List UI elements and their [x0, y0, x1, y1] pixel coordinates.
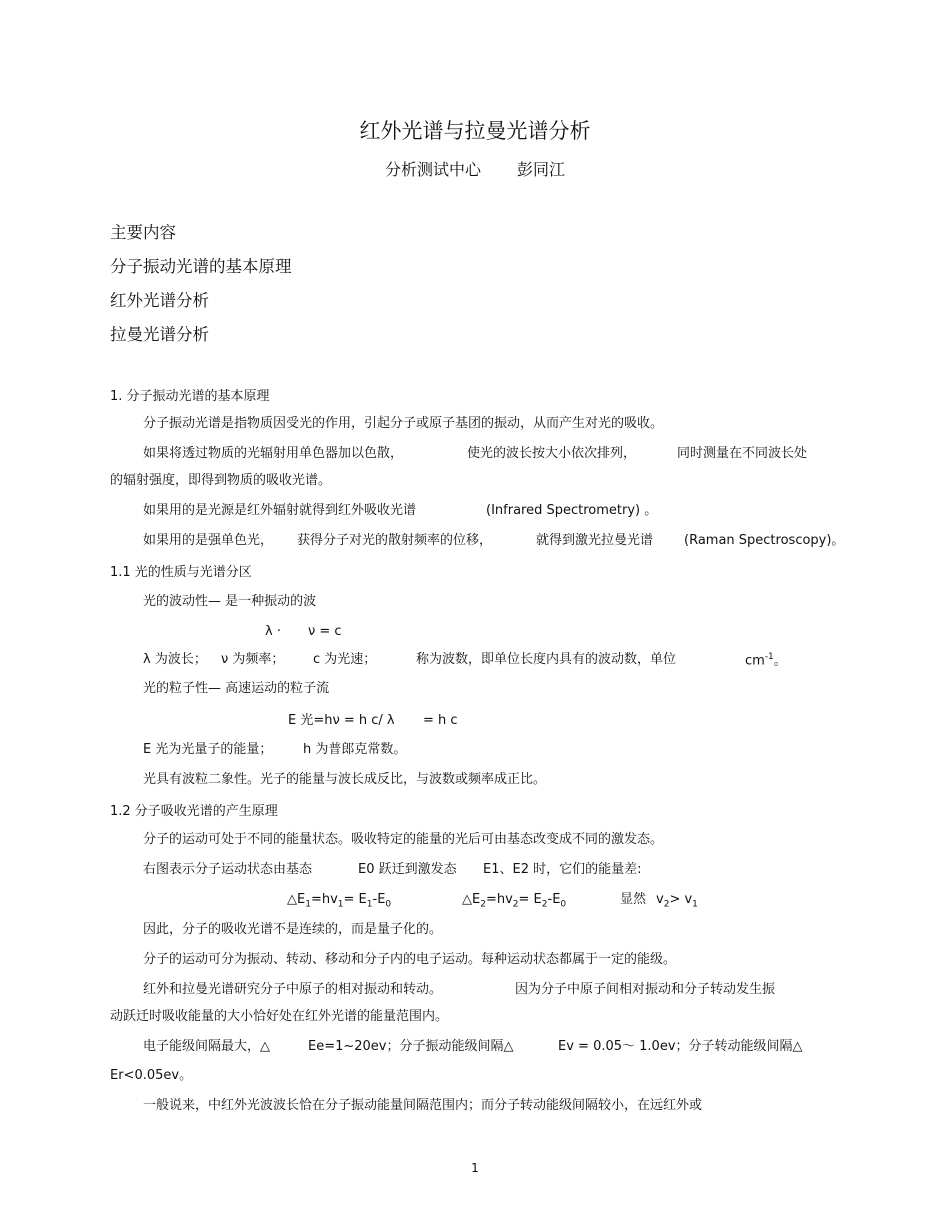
- author-dept: 分析测试中心: [384, 160, 481, 179]
- unit-text: $cm^{-1}$。: [745, 652, 787, 669]
- equation: ν = c: [308, 624, 342, 639]
- paragraph-text: 的辐射强度，即得到物质的吸收光谱。: [110, 473, 332, 488]
- equation: λ ·: [265, 624, 281, 639]
- paragraph-text: (Infrared Spectrometry) 。: [486, 503, 658, 518]
- definition: E 光为光量子的能量；: [143, 742, 273, 757]
- definition: λ 为波长；: [143, 652, 207, 667]
- paragraph-text: 电子能级间隔最大，△: [143, 1039, 270, 1054]
- paragraph-text: Ev = 0.05～ 1.0ev；分子转动能级间隔△: [558, 1039, 803, 1054]
- paragraph: 分子振动光谱是指物质因受光的作用，引起分子或原子基团的振动，从而产生对光的吸收。: [143, 416, 664, 431]
- paragraph-text: 光的波动性— 是一种振动的波: [143, 594, 317, 609]
- toc-item: 拉曼光谱分析: [110, 325, 209, 344]
- paragraph-text: Er<0.05ev。: [110, 1068, 193, 1083]
- definition: c 为光速；: [313, 652, 377, 667]
- section-heading: 1.1 光的性质与光谱分区: [110, 565, 252, 580]
- section-heading: 1. 分子振动光谱的基本原理: [110, 389, 270, 404]
- paragraph-text: 如果将透过物质的光辐射用单色器加以色散，: [143, 446, 404, 461]
- paragraph-text: 如果用的是强单色光，: [143, 533, 274, 548]
- author-line: [0, 162, 950, 178]
- equation: $\triangle E_1=hv_1= E_1-E_0$: [287, 892, 392, 910]
- equation: $\triangle E_2=hv_2= E_2-E_0$: [462, 892, 567, 910]
- paragraph-text: 光的粒子性— 高速运动的粒子流: [143, 681, 330, 696]
- section-heading: 1.2 分子吸收光谱的产生原理: [110, 804, 278, 819]
- equation: E 光=hν = h c/ λ: [288, 713, 395, 728]
- paragraph-text: Ee=1~20ev；分子振动能级间隔△: [308, 1039, 514, 1054]
- document-title: 红外光谱与拉曼光谱分析: [359, 119, 591, 143]
- paragraph-text: 同时测量在不同波长处: [677, 446, 808, 461]
- author-name: 彭同江: [517, 160, 566, 179]
- toc-item: 分子振动光谱的基本原理: [110, 257, 292, 276]
- paragraph-text: 动跃迁时吸收能量的大小恰好处在红外光谱的能量范围内。: [110, 1009, 449, 1024]
- definition: ν 为频率；: [221, 652, 285, 667]
- paragraph: 分子的运动可分为振动、转动、移动和分子内的电子运动。每种运动状态都属于一定的能级。: [143, 952, 677, 967]
- paragraph: 光具有波粒二象性。光子的能量与波长成反比，与波数或频率成正比。: [143, 772, 547, 787]
- paragraph-text: (Raman Spectroscopy)。: [684, 533, 845, 548]
- paragraph-text: 右图表示分子运动状态由基态: [143, 862, 313, 877]
- paragraph-text: E0 跃迁到激发态: [358, 862, 457, 877]
- page-number: 1: [471, 1161, 479, 1175]
- paragraph-text: E1、E2 时，它们的能量差:: [483, 862, 642, 877]
- toc-heading: 主要内容: [110, 223, 176, 242]
- paragraph-text: 如果用的是光源是红外辐射就得到红外吸收光谱: [143, 503, 417, 518]
- paragraph: 分子的运动可处于不同的能量状态。吸收特定的能量的光后可由基态改变成不同的激发态。: [143, 832, 664, 847]
- paragraph: 因此，分子的吸收光谱不是连续的，而是量子化的。: [143, 922, 443, 937]
- paragraph-text: 因为分子中原子间相对振动和分子转动发生振: [515, 982, 776, 997]
- paragraph-text: 红外和拉曼光谱研究分子中原子的相对振动和转动。: [143, 982, 443, 997]
- toc-item: 红外光谱分析: [110, 291, 209, 310]
- paragraph-text: 一般说来，中红外光波波长恰在分子振动能量间隔范围内；而分子转动能级间隔较小，在远红外或: [143, 1098, 703, 1113]
- definition: h 为普郎克常数。: [303, 742, 407, 757]
- definition: 称为波数，即单位长度内具有的波动数，单位: [416, 652, 677, 667]
- paragraph-text: 就得到激光拉曼光谱: [536, 533, 654, 548]
- paragraph-text: 获得分子对光的散射频率的位移，: [297, 533, 493, 548]
- equation: 显然 $v_2> v_1$: [620, 892, 698, 910]
- equation: = h c: [423, 713, 458, 728]
- paragraph-text: 使光的波长按大小依次排列，: [467, 446, 637, 461]
